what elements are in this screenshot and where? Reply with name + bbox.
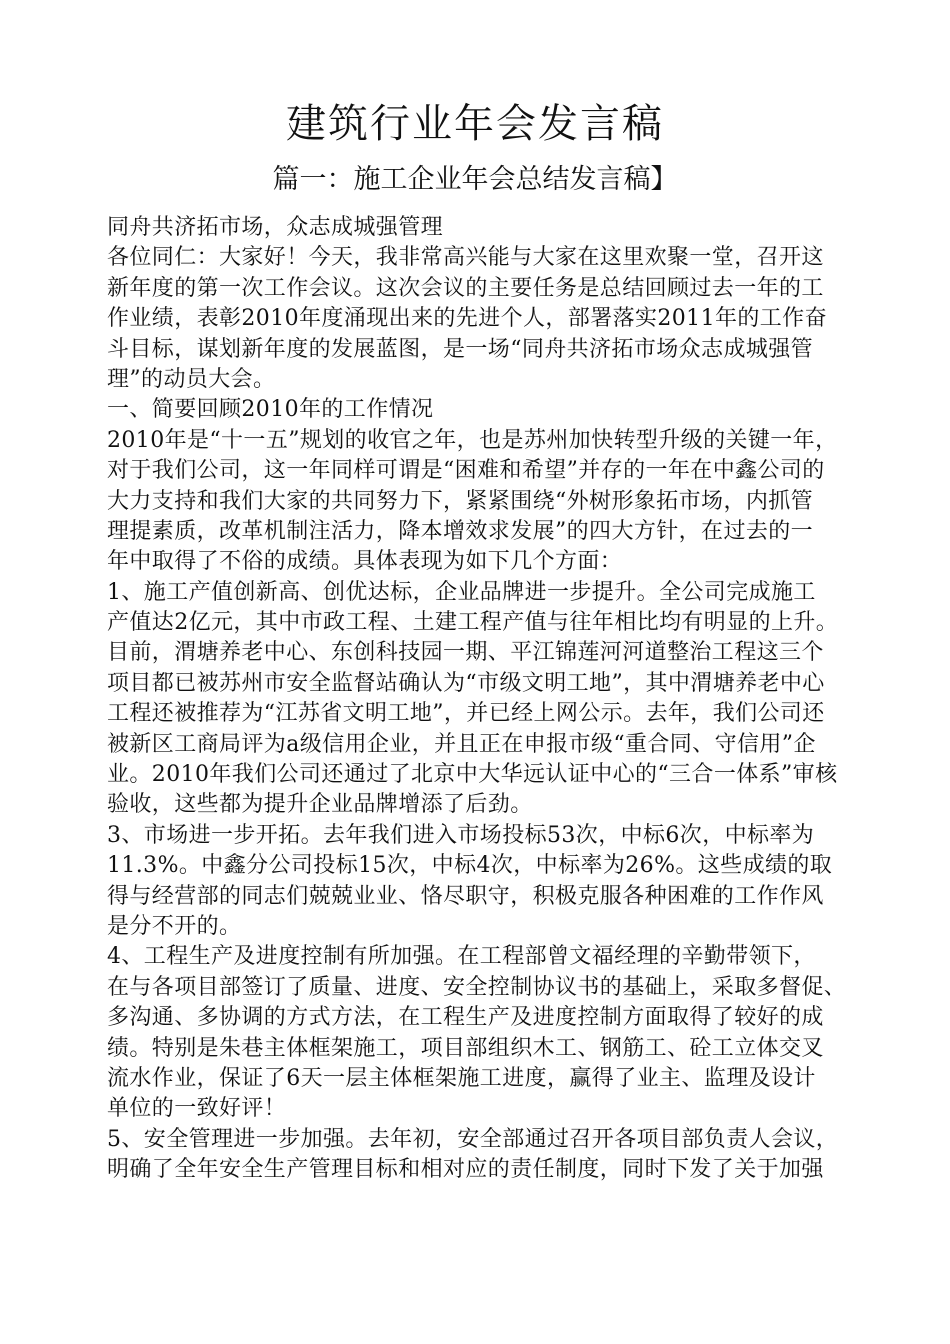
body-line: 理”的动员大会。 [107,366,276,392]
body-line: 明确了全年安全生产管理目标和相对应的责任制度，同时下发了关于加强 [107,1157,824,1183]
body-line: 新年度的第一次工作会议。这次会议的主要任务是总结回顾过去一年的工 [107,275,824,301]
body-line: 1、施工产值创新高、创优达标，企业品牌进一步提升。全公司完成施工 [107,579,816,605]
body-line: 11.3%。中鑫分公司投标15次，中标4次，中标率为26%。这些成绩的取 [107,853,833,879]
body-line: 业。2010年我们公司还通过了北京中大华远认证中心的“三合一体系”审核 [107,762,838,788]
body-line: 2010年是“十一五”规划的收官之年，也是苏州加快转型升级的关键一年， [107,427,838,453]
document-subtitle: 篇一：施工企业年会总结发言稿】 [272,164,678,195]
body-line: 产值达2亿元，其中市政工程、土建工程产值与往年相比均有明显的上升。 [107,610,839,636]
body-line: 5、安全管理进一步加强。去年初，安全部通过召开各项目部负责人会议， [107,1126,839,1152]
body-line: 项目都已被苏州市安全监督站确认为“市级文明工地”，其中渭塘养老中心 [107,670,825,696]
body-line: 对于我们公司，这一年同样可谓是“困难和希望”并存的一年在中鑫公司的 [107,458,825,484]
body-line: 在与各项目部签订了质量、进度、安全控制协议书的基础上，采取多督促、 [107,974,847,1000]
body-line: 被新区工商局评为a级信用企业，并且正在申报市级“重合同、守信用”企 [107,731,816,757]
body-line: 多沟通、多协调的方式方法，在工程生产及进度控制方面取得了较好的成 [107,1005,824,1031]
body-line: 年中取得了不俗的成绩。具体表现为如下几个方面： [107,549,623,575]
body-line: 大力支持和我们大家的共同努力下，紧紧围绕“外树形象拓市场，内抓管 [107,488,814,514]
body-line: 同舟共济拓市场，众志成城强管理 [107,215,444,240]
body-line: 斗目标，谋划新年度的发展蓝图，是一场“同舟共济拓市场众志成城强管 [107,336,814,362]
document-title: 建筑行业年会发言稿 [286,101,664,147]
body-line: 工程还被推荐为“江苏省文明工地”，并已经上网公示。去年，我们公司还 [107,701,825,727]
body-line: 目前，渭塘养老中心、东创科技园一期、平江锦莲河河道整治工程这三个 [107,640,824,666]
body-line: 得与经营部的同志们兢兢业业、恪尽职守，积极克服各种困难的工作作风 [107,883,824,909]
body-line: 作业绩，表彰2010年度涌现出来的先进个人，部署落实2011年的工作奋 [107,306,827,332]
document-body [107,213,867,1186]
body-line: 绩。特别是朱巷主体框架施工，项目部组织木工、钢筋工、砼工立体交叉 [107,1035,824,1061]
body-line: 流水作业，保证了6天一层主体框架施工进度，赢得了业主、监理及设计 [107,1065,816,1091]
body-line: 3、市场进一步开拓。去年我们进入市场投标53次，中标6次，中标率为 [107,822,815,848]
body-line: 各位同仁：大家好！今天，我非常高兴能与大家在这里欢聚一堂，召开这 [107,245,824,271]
body-line: 是分不开的。 [107,913,242,939]
body-line: 单位的一致好评！ [107,1096,287,1122]
body-line: 4、工程生产及进度控制有所加强。在工程部曾文福经理的辛勤带领下， [107,944,816,970]
body-line: 理提素质，改革机制注活力，降本增效求发展”的四大方针，在过去的一 [107,518,814,544]
body-line: 一、简要回顾2010年的工作情况 [107,397,434,423]
body-line: 验收，这些都为提升企业品牌增添了后劲。 [107,792,533,818]
